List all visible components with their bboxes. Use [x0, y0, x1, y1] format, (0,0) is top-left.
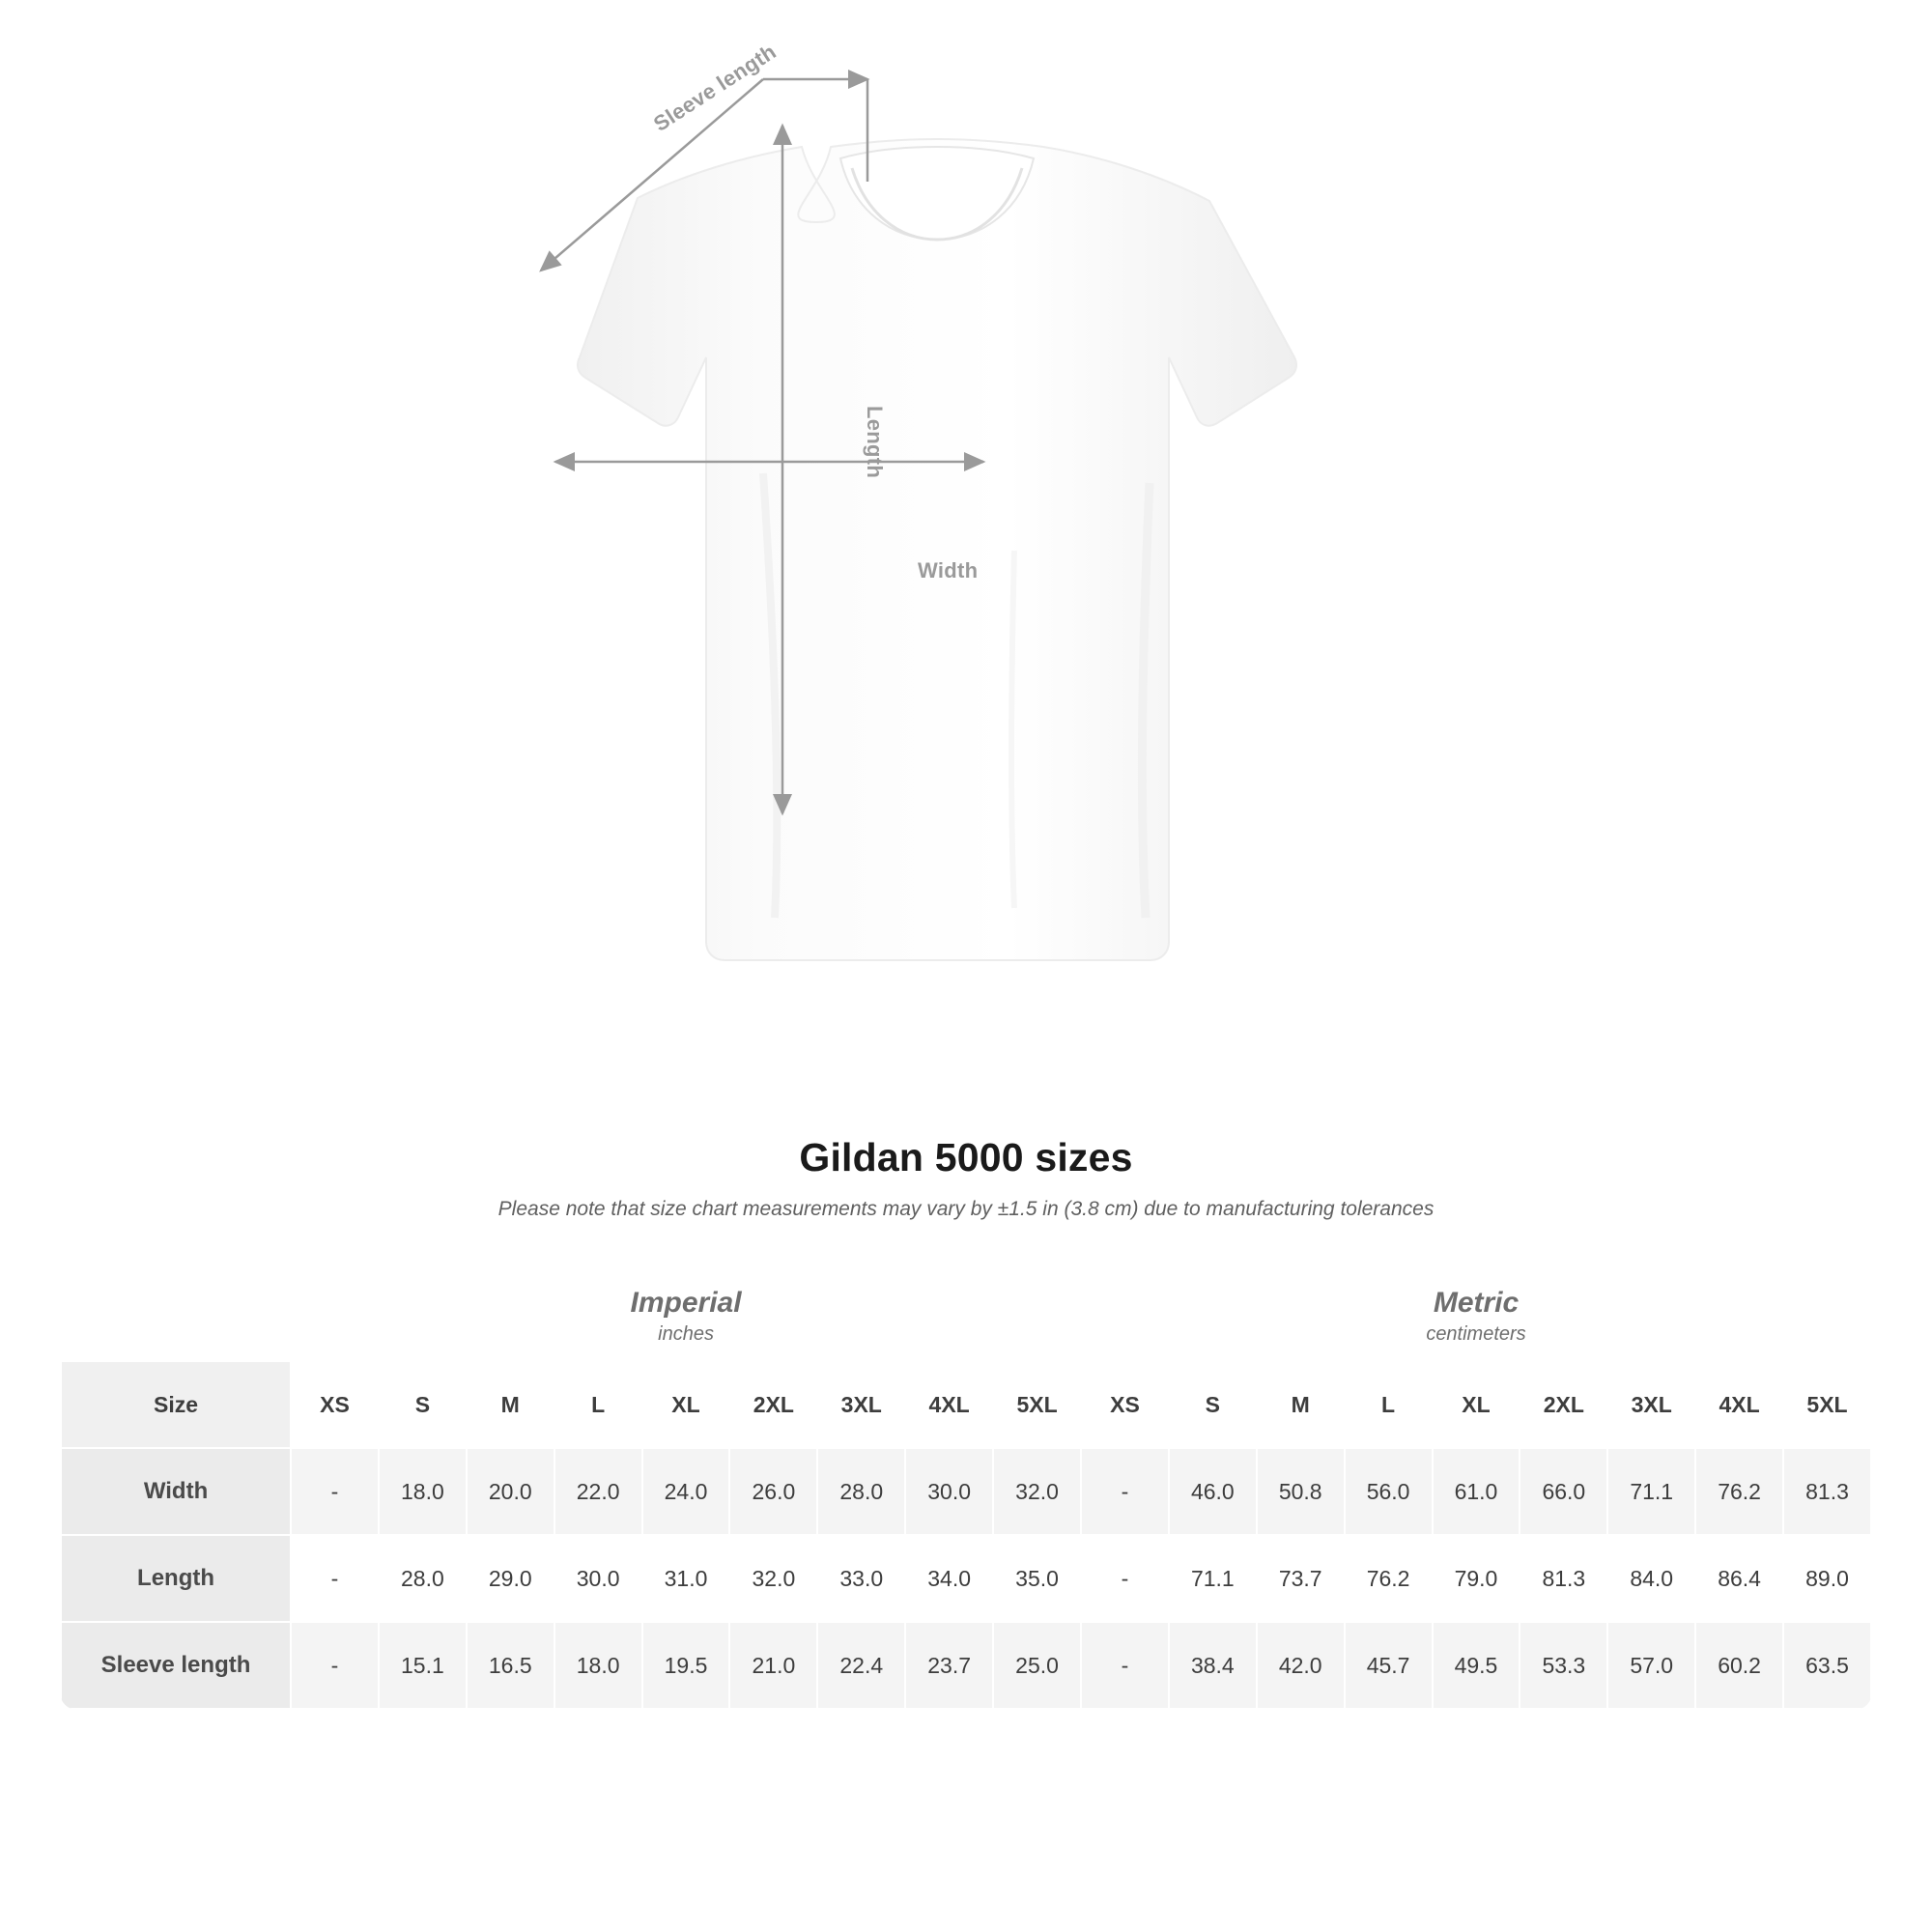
- page-title: Gildan 5000 sizes: [799, 1135, 1133, 1179]
- header-metric-m: M: [1257, 1361, 1345, 1448]
- cell-sleeve-metric-3xl: 57.0: [1607, 1622, 1695, 1709]
- cell-length-imperial-s: 28.0: [379, 1535, 467, 1622]
- header-imperial-4xl: 4XL: [905, 1361, 993, 1448]
- cell-width-metric-m: 50.8: [1257, 1448, 1345, 1535]
- unit-system-metric: [1081, 1274, 1871, 1361]
- cell-length-metric-l: 76.2: [1345, 1535, 1433, 1622]
- cell-width-metric-xl: 61.0: [1433, 1448, 1520, 1535]
- row-label-width: Width: [61, 1448, 291, 1535]
- unit-system-row: [61, 1274, 1871, 1361]
- cell-width-imperial-s: 18.0: [379, 1448, 467, 1535]
- cell-length-metric-2xl: 81.3: [1520, 1535, 1607, 1622]
- cell-sleeve-imperial-l: 18.0: [554, 1622, 642, 1709]
- header-imperial-5xl: 5XL: [993, 1361, 1081, 1448]
- cell-width-metric-3xl: 71.1: [1607, 1448, 1695, 1535]
- cell-length-metric-xs: -: [1081, 1535, 1169, 1622]
- header-imperial-s: S: [379, 1361, 467, 1448]
- cell-length-imperial-3xl: 33.0: [817, 1535, 905, 1622]
- cell-sleeve-metric-xs: -: [1081, 1622, 1169, 1709]
- cell-width-imperial-4xl: 30.0: [905, 1448, 993, 1535]
- cell-sleeve-imperial-xl: 19.5: [642, 1622, 730, 1709]
- cell-sleeve-imperial-2xl: 21.0: [729, 1622, 817, 1709]
- header-metric-3xl: 3XL: [1607, 1361, 1695, 1448]
- table-row: [61, 1448, 1871, 1535]
- cell-sleeve-metric-2xl: 53.3: [1520, 1622, 1607, 1709]
- size-table: [60, 1273, 1872, 1710]
- header-metric-xs: XS: [1081, 1361, 1169, 1448]
- cell-sleeve-imperial-s: 15.1: [379, 1622, 467, 1709]
- cell-width-metric-s: 46.0: [1169, 1448, 1257, 1535]
- cell-length-imperial-xs: -: [291, 1535, 379, 1622]
- cell-width-imperial-xs: -: [291, 1448, 379, 1535]
- cell-sleeve-metric-s: 38.4: [1169, 1622, 1257, 1709]
- dimension-label-width: Width: [918, 558, 979, 582]
- cell-width-imperial-m: 20.0: [467, 1448, 554, 1535]
- header-metric-l: L: [1345, 1361, 1433, 1448]
- table-row: [61, 1535, 1871, 1622]
- cell-length-imperial-2xl: 32.0: [729, 1535, 817, 1622]
- size-table-wrapper: [60, 1273, 1872, 1710]
- tolerance-note: Please note that size chart measurements may vary by ±1.5 in (3.8 cm) due to manufacturing tolerances: [497, 1198, 1435, 1220]
- cell-sleeve-metric-4xl: 60.2: [1695, 1622, 1783, 1709]
- header-imperial-xs: XS: [291, 1361, 379, 1448]
- dimension-label-sleeve: Sleeve length: [649, 39, 781, 136]
- cell-length-metric-3xl: 84.0: [1607, 1535, 1695, 1622]
- cell-width-metric-5xl: 81.3: [1783, 1448, 1871, 1535]
- cell-length-metric-m: 73.7: [1257, 1535, 1345, 1622]
- cell-length-imperial-4xl: 34.0: [905, 1535, 993, 1622]
- unit-system-spacer: [61, 1274, 291, 1361]
- unit-system-imperial-unit: inches: [658, 1323, 714, 1346]
- header-imperial-m: M: [467, 1361, 554, 1448]
- cell-width-imperial-5xl: 32.0: [993, 1448, 1081, 1535]
- header-metric-xl: XL: [1433, 1361, 1520, 1448]
- cell-width-imperial-3xl: 28.0: [817, 1448, 905, 1535]
- cell-sleeve-imperial-4xl: 23.7: [905, 1622, 993, 1709]
- cell-sleeve-metric-5xl: 63.5: [1783, 1622, 1871, 1709]
- cell-sleeve-imperial-m: 16.5: [467, 1622, 554, 1709]
- cell-width-metric-2xl: 66.0: [1520, 1448, 1607, 1535]
- cell-sleeve-metric-m: 42.0: [1257, 1622, 1345, 1709]
- header-size: Size: [61, 1361, 291, 1448]
- unit-system-metric-unit: centimeters: [1426, 1323, 1526, 1346]
- header-imperial-2xl: 2XL: [729, 1361, 817, 1448]
- cell-width-imperial-l: 22.0: [554, 1448, 642, 1535]
- cell-sleeve-imperial-xs: -: [291, 1622, 379, 1709]
- cell-sleeve-imperial-5xl: 25.0: [993, 1622, 1081, 1709]
- unit-system-metric-name: Metric: [1433, 1286, 1520, 1319]
- cell-length-imperial-l: 30.0: [554, 1535, 642, 1622]
- table-row: [61, 1622, 1871, 1709]
- cell-sleeve-metric-xl: 49.5: [1433, 1622, 1520, 1709]
- cell-width-metric-l: 56.0: [1345, 1448, 1433, 1535]
- cell-length-imperial-xl: 31.0: [642, 1535, 730, 1622]
- header-metric-4xl: 4XL: [1695, 1361, 1783, 1448]
- cell-width-imperial-xl: 24.0: [642, 1448, 730, 1535]
- unit-system-imperial-name: Imperial: [630, 1286, 742, 1319]
- header-imperial-3xl: 3XL: [817, 1361, 905, 1448]
- cell-length-imperial-5xl: 35.0: [993, 1535, 1081, 1622]
- cell-length-metric-5xl: 89.0: [1783, 1535, 1871, 1622]
- row-label-sleeve-length: Sleeve length: [61, 1622, 291, 1709]
- header-imperial-xl: XL: [642, 1361, 730, 1448]
- cell-sleeve-metric-l: 45.7: [1345, 1622, 1433, 1709]
- size-header-row: [61, 1361, 1871, 1448]
- header-metric-2xl: 2XL: [1520, 1361, 1607, 1448]
- cell-sleeve-imperial-3xl: 22.4: [817, 1622, 905, 1709]
- cell-length-metric-s: 71.1: [1169, 1535, 1257, 1622]
- cell-length-metric-xl: 79.0: [1433, 1535, 1520, 1622]
- header-metric-s: S: [1169, 1361, 1257, 1448]
- cell-width-metric-4xl: 76.2: [1695, 1448, 1783, 1535]
- header-imperial-l: L: [554, 1361, 642, 1448]
- cell-length-metric-4xl: 86.4: [1695, 1535, 1783, 1622]
- title-block: [0, 1135, 1932, 1221]
- row-label-length: Length: [61, 1535, 291, 1622]
- cell-length-imperial-m: 29.0: [467, 1535, 554, 1622]
- cell-width-metric-xs: -: [1081, 1448, 1169, 1535]
- unit-system-imperial: [291, 1274, 1081, 1361]
- cell-width-imperial-2xl: 26.0: [729, 1448, 817, 1535]
- header-metric-5xl: 5XL: [1783, 1361, 1871, 1448]
- dimension-label-length: Length: [863, 406, 887, 479]
